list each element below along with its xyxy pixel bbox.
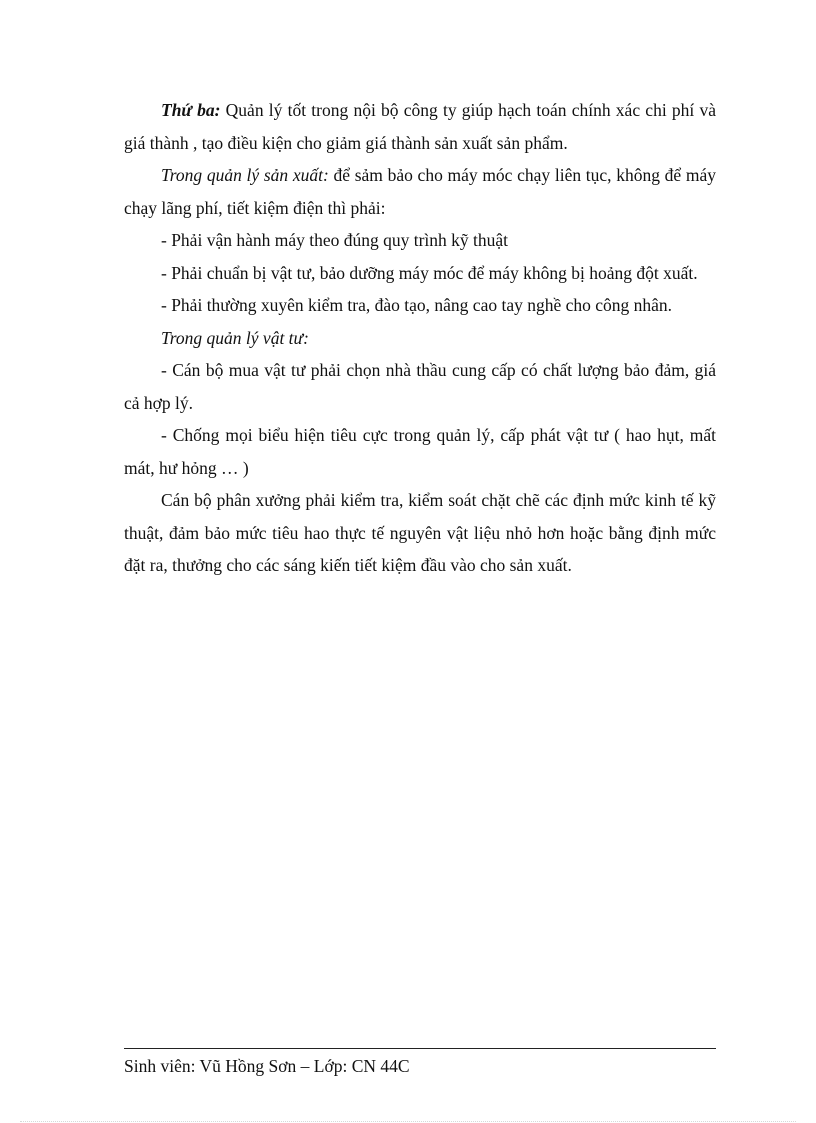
paragraph-lead-san-xuat: Trong quản lý sản xuất: bbox=[161, 165, 329, 185]
paragraph-text-san-xuat: để sảm bảo cho máy móc chạy liên tục, không để máy chạy lãng phí, tiết kiệm điện thì phải: bbox=[124, 165, 716, 218]
heading-quan-ly-vat-tu: Trong quản lý vật tư: bbox=[161, 327, 309, 348]
paragraph-text-thu-ba: Quản lý tốt trong nội bộ công ty giúp hạch toán chính xác chi phí và giá thành , tạo điều kiện cho giảm giá thành sản xuất sản phẩm. bbox=[124, 100, 716, 153]
bullet-mua-vat-tu: - Cán bộ mua vật tư phải chọn nhà thầu cung cấp có chất lượng bảo đảm, giá cả hợp lý. bbox=[124, 360, 716, 413]
footer-divider bbox=[124, 1048, 716, 1049]
bullet-kiem-tra: - Phải thường xuyên kiểm tra, đào tạo, nâng cao tay nghề cho công nhân. bbox=[161, 295, 673, 315]
paragraph-lead-thu-ba: Thứ ba: bbox=[161, 100, 221, 120]
bullet-van-hanh: - Phải vận hành máy theo đúng quy trình kỹ thuật bbox=[161, 230, 509, 250]
paragraph-thu-ba bbox=[124, 94, 716, 159]
page-bottom-border bbox=[20, 1121, 796, 1122]
bullet-chong-tieu-cuc: - Chống mọi biểu hiện tiêu cực trong quản lý, cấp phát vật tư ( hao hụt, mất mát, hư hỏng … ) bbox=[124, 425, 716, 478]
bullet-chuan-bi: - Phải chuẩn bị vật tư, bảo dưỡng máy móc để máy không bị hoảng đột xuất. bbox=[161, 262, 698, 283]
document-body bbox=[124, 94, 716, 582]
paragraph-quan-ly-san-xuat bbox=[124, 159, 716, 224]
page-footer: Sinh viên: Vũ Hồng Sơn – Lớp: CN 44C bbox=[124, 1056, 410, 1076]
paragraph-phan-xuong: Cán bộ phân xưởng phải kiểm tra, kiểm soát chặt chẽ các định mức kinh tế kỹ thuật, đảm bảo mức tiêu hao thực tế nguyên vật liệu nhỏ hơn hoặc bằng định mức đặt ra, thưởng cho các sáng kiến tiết kiệm đầu vào cho sản xuất. bbox=[124, 490, 716, 575]
